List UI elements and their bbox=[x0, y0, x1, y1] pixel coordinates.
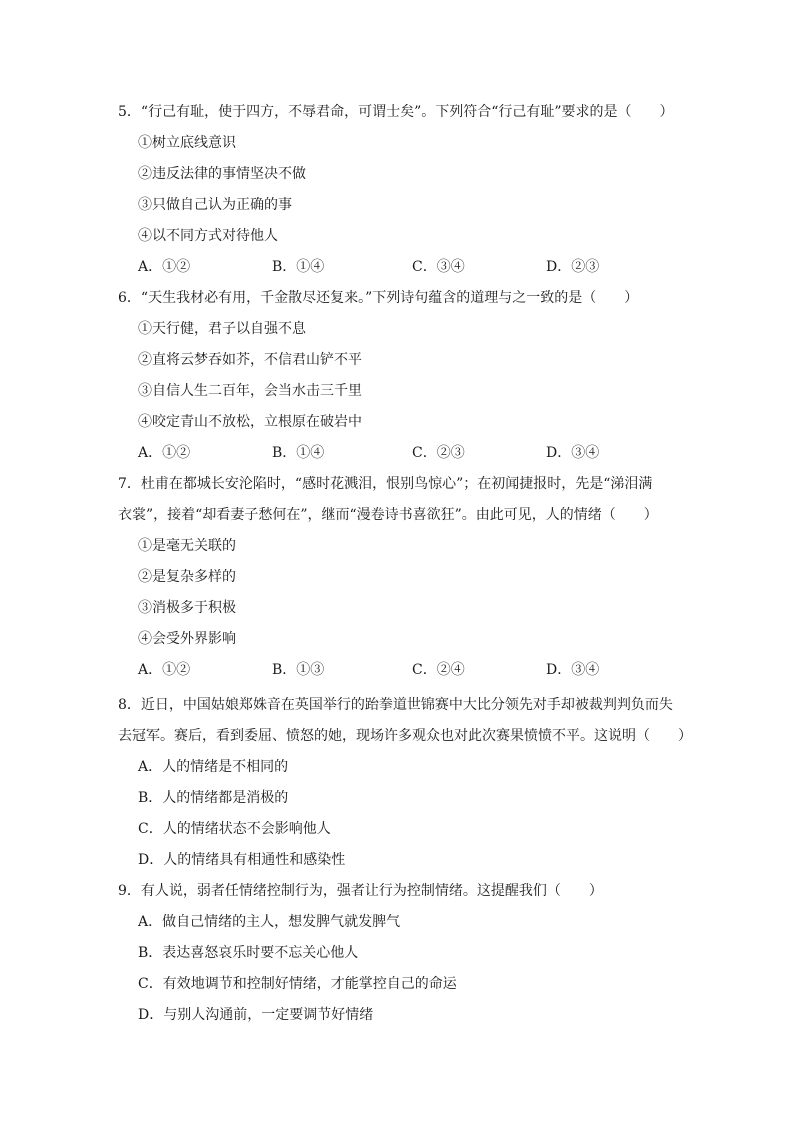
option-c: C．人的情绪状态不会影响他人 bbox=[138, 821, 331, 837]
option-c: C．有效地调节和控制好情绪，才能掌控自己的命运 bbox=[138, 976, 457, 992]
choice-d: D．②③ bbox=[546, 259, 600, 275]
statement-item: ②违反法律的事情坚决不做 bbox=[138, 166, 306, 182]
choice-row bbox=[118, 655, 678, 686]
option-b: B．表达喜怒哀乐时要不忘关心他人 bbox=[138, 945, 359, 961]
choice-b: B．①③ bbox=[272, 662, 325, 678]
option-d: D．人的情绪具有相通性和感染性 bbox=[138, 852, 346, 868]
choice-c: C．③④ bbox=[412, 259, 465, 275]
choice-d: D．③④ bbox=[546, 662, 600, 678]
option-a: A．做自己情绪的主人，想发脾气就发脾气 bbox=[138, 914, 401, 930]
question-stem: 8．近日，中国姑娘郑姝音在英国举行的跆拳道世锦赛中大比分领先对手却被裁判判负而失 bbox=[118, 697, 673, 713]
statement-item: ④以不同方式对待他人 bbox=[138, 228, 278, 244]
statement-item: ④会受外界影响 bbox=[138, 631, 236, 647]
choice-c: C．②④ bbox=[412, 662, 465, 678]
choice-b: B．①④ bbox=[272, 259, 325, 275]
choice-d: D．③④ bbox=[546, 445, 600, 461]
choice-b: B．①④ bbox=[272, 445, 325, 461]
choice-row bbox=[118, 438, 678, 469]
question-9 bbox=[118, 876, 678, 1031]
statement-item: ③只做自己认为正确的事 bbox=[138, 197, 292, 213]
question-6 bbox=[118, 283, 678, 469]
statement-item: ①是毫无关联的 bbox=[138, 538, 236, 554]
question-stem-continued: 衣裳”，接着“却看妻子愁何在”，继而“漫卷诗书喜欲狂”。由此可见，人的情绪（ ） bbox=[118, 507, 658, 523]
question-stem: 6．“天生我材必有用，千金散尽还复来。”下列诗句蕴含的道理与之一致的是（ ） bbox=[118, 290, 639, 306]
question-stem: 7．杜甫在都城长安沦陷时，“感时花溅泪，恨别鸟惊心”；在初闻捷报时，先是“涕泪满 bbox=[118, 476, 653, 492]
option-b: B．人的情绪都是消极的 bbox=[138, 790, 289, 806]
option-a: A．人的情绪是不相同的 bbox=[138, 759, 289, 775]
statement-item: ①天行健，君子以自强不息 bbox=[138, 321, 306, 337]
statement-item: ④咬定青山不放松，立根原在破岩中 bbox=[138, 414, 362, 430]
statement-item: ②直将云梦吞如芥，不信君山铲不平 bbox=[138, 352, 362, 368]
statement-item: ③自信人生二百年，会当水击三千里 bbox=[138, 383, 362, 399]
statement-item: ③消极多于积极 bbox=[138, 600, 236, 616]
choice-c: C．②③ bbox=[412, 445, 465, 461]
question-stem-continued: 去冠军。赛后，看到委屈、愤怒的她，现场许多观众也对此次赛果愤愤不平。这说明（ ） bbox=[118, 728, 692, 744]
question-7 bbox=[118, 469, 678, 686]
question-stem: 9．有人说，弱者任情绪控制行为，强者让行为控制情绪。这提醒我们（ ） bbox=[118, 883, 603, 899]
choice-row bbox=[118, 252, 678, 283]
statement-item: ①树立底线意识 bbox=[138, 135, 236, 151]
question-8 bbox=[118, 690, 692, 876]
choice-a: A．①② bbox=[138, 445, 191, 461]
choice-a: A．①② bbox=[138, 259, 191, 275]
choice-a: A．①② bbox=[138, 662, 191, 678]
question-stem: 5．“行己有耻，使于四方，不辱君命，可谓士矣”。下列符合“行己有耻”要求的是（ ） bbox=[118, 104, 674, 120]
question-5 bbox=[118, 97, 678, 283]
statement-item: ②是复杂多样的 bbox=[138, 569, 236, 585]
option-d: D．与别人沟通前，一定要调节好情绪 bbox=[138, 1007, 374, 1023]
